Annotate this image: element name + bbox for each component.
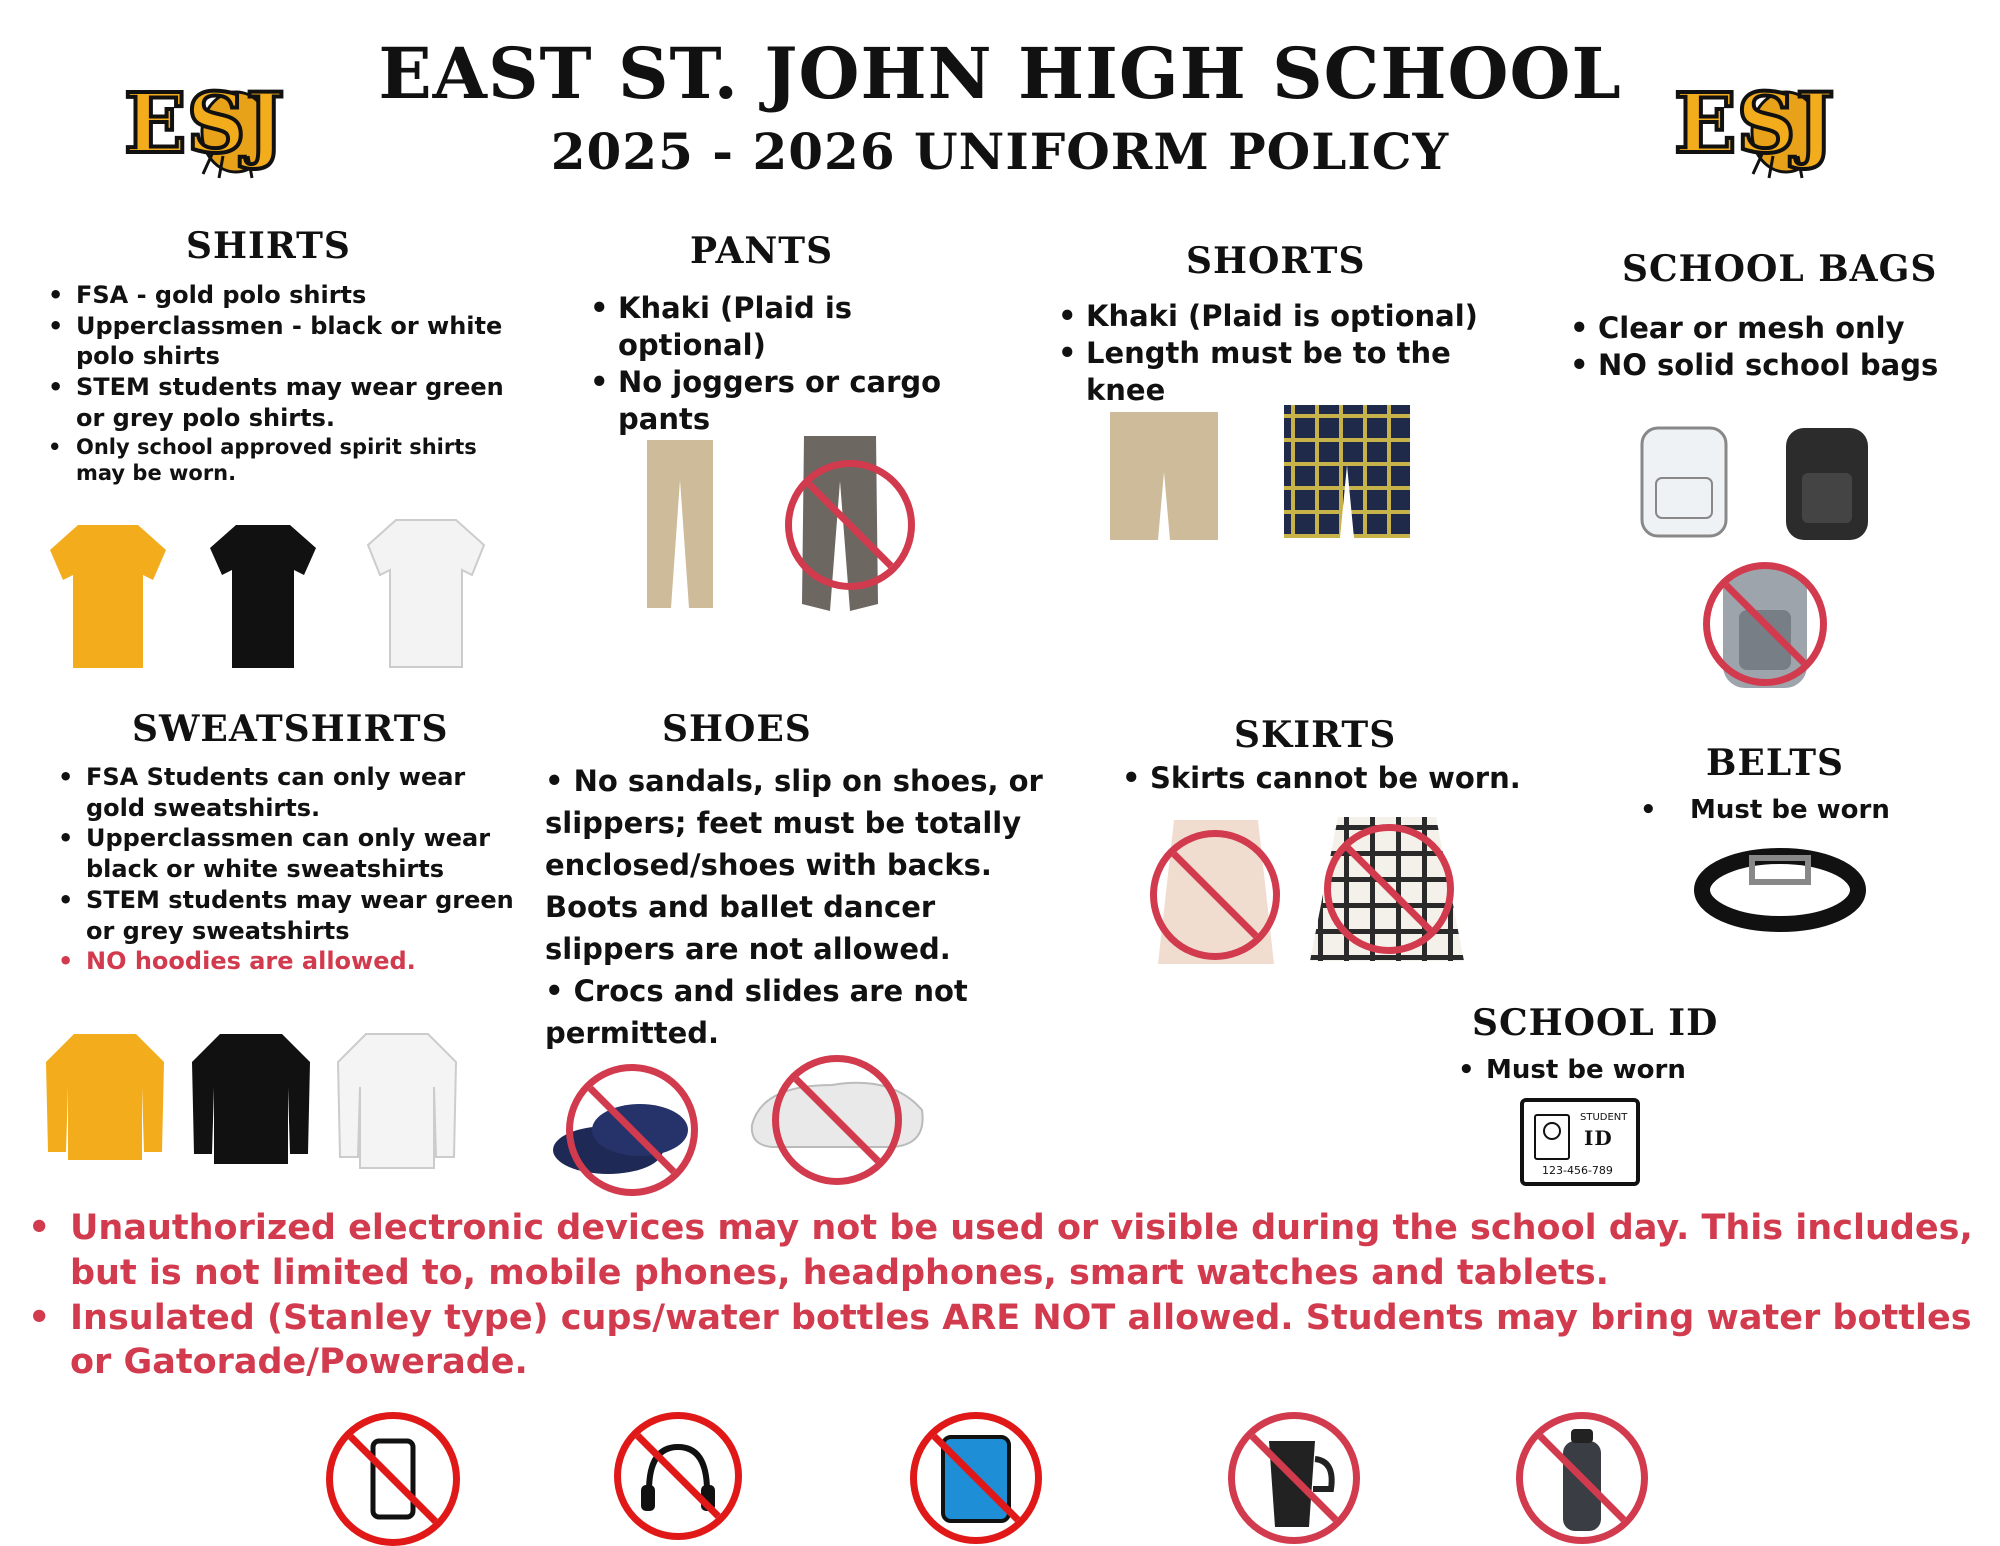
prohibited-icon <box>785 460 915 590</box>
shirt-icon <box>208 520 318 670</box>
shoes-title: SHOES <box>662 708 812 750</box>
sweatshirts-title: SWEATSHIRTS <box>132 708 449 750</box>
shorts-list <box>1054 298 1534 409</box>
sweatshirts-list <box>54 762 524 977</box>
tiger-logo-icon <box>1668 52 1858 182</box>
rule-electronics: • Unauthorized electronic devices may not be used or visible during the school day. This includes, but is not limited to, mobile phones, headphones, smart watches and tablets. <box>24 1206 1984 1296</box>
pants-list <box>586 290 1006 438</box>
belts-list <box>1636 794 1956 827</box>
plaid-shorts-image <box>1282 405 1412 540</box>
pants-icon <box>645 440 715 610</box>
card-id: ID <box>1584 1126 1613 1150</box>
id-card-image <box>1520 1098 1640 1186</box>
prohibited-icon <box>1324 824 1454 954</box>
list-item: • Must be worn <box>1636 794 1956 827</box>
list-item: • Clear or mesh only <box>1566 310 1986 347</box>
list-item: • NO solid school bags <box>1566 347 1986 384</box>
khaki-pants-image <box>645 440 715 610</box>
logo-text: ESJ <box>1674 76 1835 172</box>
pants-title: PANTS <box>690 230 834 272</box>
shoes-rule: • Crocs and slides are not permitted. <box>545 974 968 1051</box>
list-item: • Upperclassmen - black or white polo shirts <box>44 311 514 372</box>
tiger-logo-icon <box>118 52 308 182</box>
clear-backpack-icon <box>1638 418 1730 538</box>
white-polo-image <box>366 515 486 670</box>
list-item: • Upperclassmen can only wear black or white sweatshirts <box>54 823 524 884</box>
no-stanley-cup-icon <box>1228 1412 1360 1544</box>
belt-image <box>1700 850 1860 930</box>
id-title: SCHOOL ID <box>1472 1002 1719 1044</box>
sweatshirt-icon <box>336 1032 458 1172</box>
list-item: • FSA - gold polo shirts <box>44 280 514 311</box>
photo-icon <box>1534 1114 1570 1160</box>
list-item: • STEM students may wear green or grey polo shirts. <box>44 372 514 433</box>
shirts-list <box>44 280 514 487</box>
hoodie-warning: • NO hoodies are allowed. <box>54 946 524 977</box>
list-item: • Must be worn <box>1454 1054 1814 1087</box>
list-item: • Khaki (Plaid is optional) <box>1054 298 1534 335</box>
prohibited-icon <box>1150 830 1280 960</box>
plaid-shorts-icon <box>1282 405 1412 540</box>
rule-cups: • Insulated (Stanley type) cups/water bottles ARE NOT allowed. Students may bring water bottles or Gatorade/Powerade. <box>24 1296 1984 1386</box>
shirts-title: SHIRTS <box>186 225 351 267</box>
no-headphones-icon <box>614 1412 742 1540</box>
black-polo-image <box>208 520 318 670</box>
white-sweatshirt-image <box>336 1032 458 1172</box>
rules-list <box>24 1206 1984 1385</box>
logo-text: ESJ <box>124 76 285 172</box>
mesh-backpack-icon <box>1782 418 1872 543</box>
sweatshirt-icon <box>190 1032 312 1167</box>
card-label: STUDENT <box>1580 1112 1628 1123</box>
no-water-bottle-icon <box>1516 1412 1648 1544</box>
belts-title: BELTS <box>1706 742 1845 784</box>
prohibited-icon <box>772 1055 902 1185</box>
policy-title: 2025 - 2026 UNIFORM POLICY <box>550 122 1450 181</box>
bags-list <box>1566 310 1986 384</box>
school-name: EAST ST. JOHN HIGH SCHOOL <box>378 32 1622 115</box>
mesh-bag-image <box>1782 418 1872 543</box>
shorts-title: SHORTS <box>1186 240 1366 282</box>
list-item: • FSA Students can only wear gold sweatshirts. <box>54 762 524 823</box>
logo-left <box>118 52 308 182</box>
bags-title: SCHOOL BAGS <box>1622 248 1938 290</box>
list-item: • Khaki (Plaid is optional) <box>586 290 1006 364</box>
khaki-shorts-image <box>1108 412 1220 542</box>
shoes-rule: • No sandals, slip on shoes, or slippers; feet must be totally enclosed/shoes with backs. Boots and ballet dancer slippers are not allowed. <box>545 764 1043 967</box>
list-item: • Only school approved spirit shirts may be worn. <box>44 434 514 488</box>
card-number: 123-456-789 <box>1542 1164 1613 1177</box>
no-tablet-icon <box>910 1412 1042 1544</box>
skirts-list <box>1118 760 1538 797</box>
skirts-title: SKIRTS <box>1234 714 1397 756</box>
gold-sweatshirt-image <box>44 1032 166 1162</box>
list-item: • Length must be to the knee <box>1054 335 1534 409</box>
prohibited-icon <box>1703 562 1827 686</box>
list-item: • Skirts cannot be worn. <box>1118 760 1538 797</box>
list-item: • STEM students may wear green or grey sweatshirts <box>54 885 524 946</box>
prohibited-icon <box>566 1064 698 1196</box>
shoes-text <box>545 760 1045 1054</box>
black-sweatshirt-image <box>190 1032 312 1167</box>
shorts-icon <box>1108 412 1220 542</box>
sweatshirt-icon <box>44 1032 166 1162</box>
no-phone-icon <box>326 1412 460 1546</box>
list-item: • No joggers or cargo pants <box>586 364 1006 438</box>
gold-polo-image <box>48 520 168 670</box>
clear-bag-image <box>1638 418 1730 538</box>
shirt-icon <box>48 520 168 670</box>
belt-icon <box>1700 850 1860 930</box>
id-list <box>1454 1054 1814 1087</box>
logo-right <box>1668 52 1858 182</box>
shirt-icon <box>366 515 486 670</box>
